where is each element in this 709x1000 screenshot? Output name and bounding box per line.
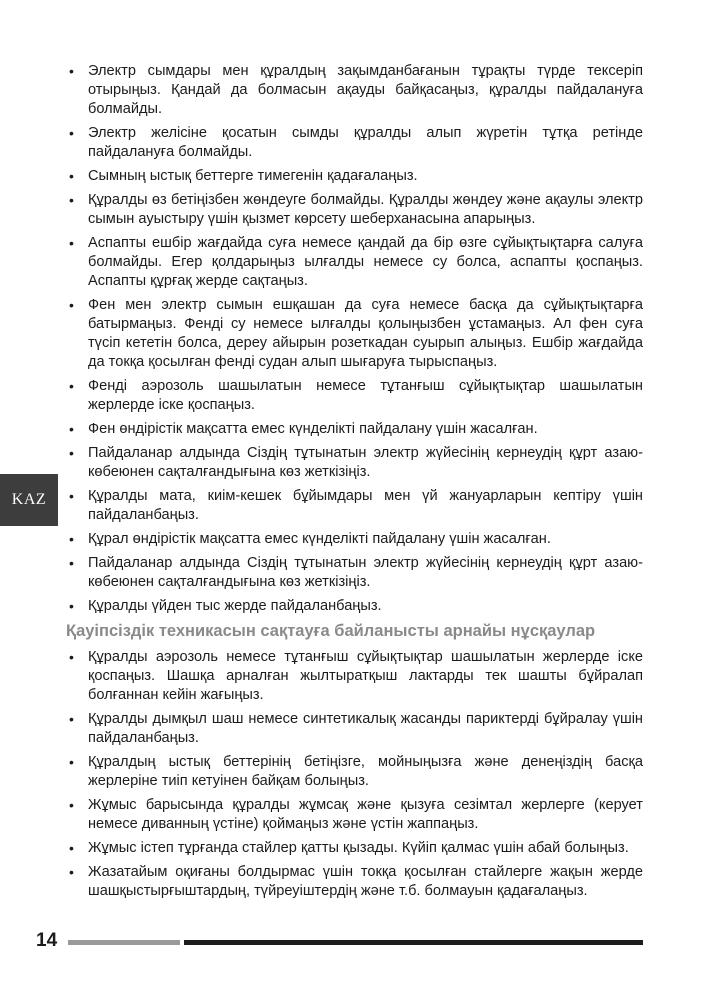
list-item: • Құралды өз бетіңізбен жөндеуге болмайды. Құралды жөндеу және ақаулы электр сымын ауыстыру үшін қызмет көрсету шеберханасына апарыңыз. <box>66 191 643 229</box>
list-item: • Пайдаланар алдында Сіздің тұтынатын электр жүйесінің кернеудің құрт азаю-көбеюнен сақталғандығына көз жеткізіңіз. <box>66 444 643 482</box>
general-safety-list <box>66 62 643 616</box>
list-item: • Аспапты ешбір жағдайда суға немесе қандай да бір өзге сұйықтықтарға салуға болмайды. Егер қолдарыңыз ылғалды немесе су болса, аспапты қоспаңыз. Аспапты құрғақ жерде сақтаңыз. <box>66 234 643 291</box>
language-tab-label: KAZ <box>11 491 47 508</box>
list-item: • Жазатайым оқиғаны болдырмас үшін токқа қосылған стайлерге жақын жерде шашқыстырғыштардың, түйреуіштердің және т.б. болмауын қадағалаңыз. <box>66 863 643 901</box>
list-item: • Электр сымдары мен құралдың зақымданбағанын тұрақты түрде тексеріп отырыңыз. Қандай да болмасын ақауды байқасаңыз, құралды пайдалануға болмайды. <box>66 62 643 119</box>
footer-divider-black <box>184 940 643 945</box>
list-item: • Құрал өндірістік мақсатта емес күнделікті пайдалану үшін жасалған. <box>66 530 643 549</box>
page-number: 14 <box>36 930 58 951</box>
page-footer <box>36 930 643 954</box>
list-item: • Фенді аэрозоль шашылатын немесе тұтанғыш сұйықтықтар шашылатын жерлерде іске қоспаңыз. <box>66 377 643 415</box>
list-item: • Жұмыс істеп тұрғанда стайлер қатты қызады. Күйіп қалмас үшін абай болыңыз. <box>66 839 643 858</box>
list-item: • Құралды мата, киім-кешек бұйымдары мен үй жануарларын кептіру үшін пайдаланбаңыз. <box>66 487 643 525</box>
list-item: • Жұмыс барысында құралды жұмсақ және қызуға сезімтал жерлерге (керует немесе диванның үстіне) қоймаңыз және үстін жаппаңыз. <box>66 796 643 834</box>
list-item: • Құралды дымқыл шаш немесе синтетикалық жасанды париктерді бұйралау үшін пайдаланбаңыз. <box>66 710 643 748</box>
list-item: • Құралдың ыстық беттерінің бетіңізге, мойныңызға және денеңіздің басқа жерлеріне тиіп кетуінен байқам болыңыз. <box>66 753 643 791</box>
language-tab <box>0 474 58 526</box>
list-item: • Құралды үйден тыс жерде пайдаланбаңыз. <box>66 597 643 616</box>
list-item: • Фен өндірістік мақсатта емес күнделікті пайдалану үшін жасалған. <box>66 420 643 439</box>
section-heading: Қауіпсіздік техникасын сақтауға байланысты арнайы нұсқаулар <box>66 622 596 640</box>
list-item: • Фен мен электр сымын ешқашан да суға немесе басқа да сұйықтықтарға батырмаңыз. Фенді су немесе ылғалды қолыңызбен ұстамаңыз. Ал фен суға түсіп кететін болса, дереу айырын розеткадан суырып алыңыз. Ешбір жағдайда да токқа қосылған фенді судан алып шығаруға тырыспаңыз. <box>66 296 643 372</box>
page-content <box>66 62 643 906</box>
list-item: • Құралды аэрозоль немесе тұтанғыш сұйықтықтар шашылатын жерлерде іске қоспаңыз. Шашқа арналған жылтыратқыш лактарды тек шашты бұйралап болғаннан кейін жағыңыз. <box>66 648 643 705</box>
list-item: • Электр желісіне қосатын сымды құралды алып жүретін тұтқа ретінде пайдалануға болмайды. <box>66 124 643 162</box>
special-safety-list <box>66 648 643 901</box>
footer-divider-gray <box>68 940 180 945</box>
list-item: • Пайдаланар алдында Сіздің тұтынатын электр жүйесінің кернеудің құрт азаю-көбеюнен сақталғандығына көз жеткізіңіз. <box>66 554 643 592</box>
list-item: • Сымның ыстық беттерге тимегенін қадағалаңыз. <box>66 167 643 186</box>
